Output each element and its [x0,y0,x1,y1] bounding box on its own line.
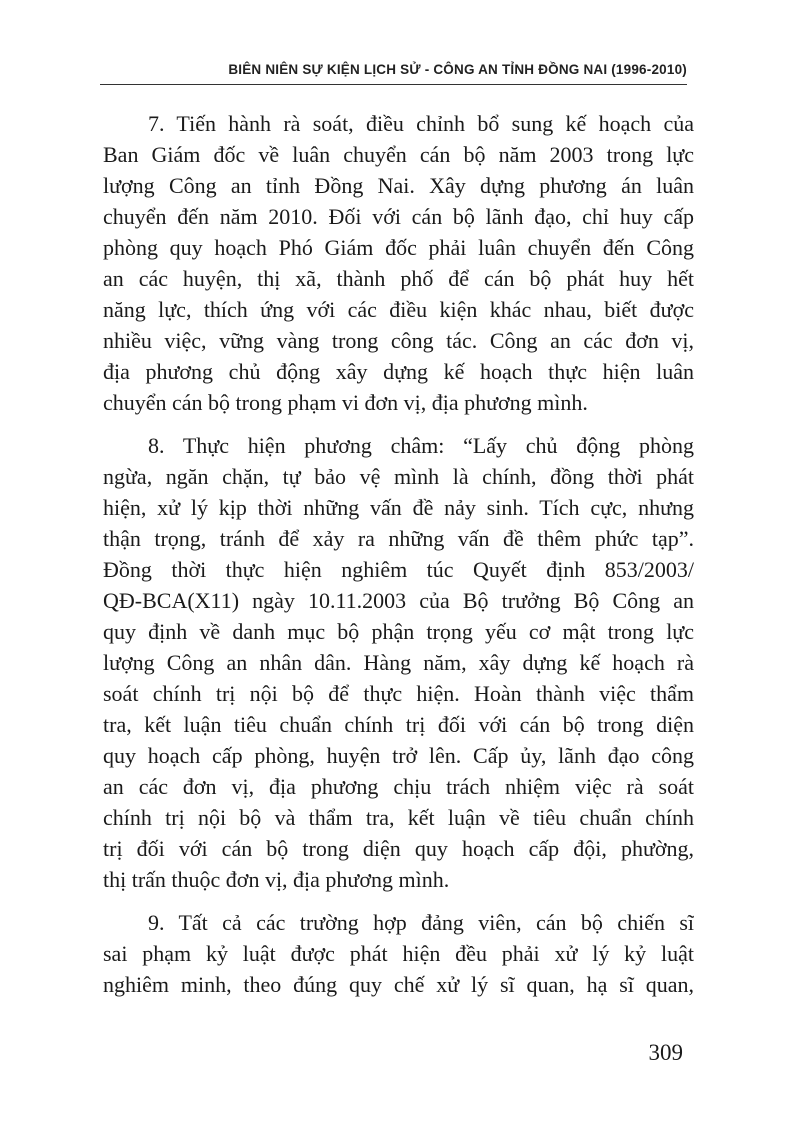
text-line: năng lực, thích ứng với các điều kiện khác nhau, biết được [103,297,694,322]
text-line: quy định về danh mục bộ phận trọng yếu cơ mật trong lực [103,619,694,644]
text-line: ngừa, ngăn chặn, tự bảo vệ mình là chính, đồng thời phát [103,464,694,489]
header-rule [100,84,687,85]
text-line: trị đối với cán bộ trong diện quy hoạch cấp đội, phường, [103,836,694,861]
text-line: thị trấn thuộc đơn vị, địa phương mình. [103,867,450,892]
text-line: 9. Tất cả các trường hợp đảng viên, cán bộ chiến sĩ [148,910,694,935]
text-line: chuyển cán bộ trong phạm vi đơn vị, địa phương mình. [103,390,588,415]
text-line: Đồng thời thực hiện nghiêm túc Quyết định 853/2003/ [103,557,694,582]
text-line: địa phương chủ động xây dựng kế hoạch thực hiện luân [103,359,694,384]
text-line: lượng Công an nhân dân. Hàng năm, xây dựng kế hoạch rà [103,650,694,675]
text-line: thận trọng, tránh để xảy ra những vấn đề thêm phức tạp”. [103,526,694,551]
running-header: BIÊN NIÊN SỰ KIỆN LỊCH SỬ - CÔNG AN TỈNH ĐỒNG NAI (1996-2010) [228,62,687,77]
text-line: 7. Tiến hành rà soát, điều chỉnh bổ sung kế hoạch của [148,111,694,136]
text-line: an các huyện, thị xã, thành phố để cán bộ phát huy hết [103,266,694,291]
text-line: 8. Thực hiện phương châm: “Lấy chủ động phòng [148,433,694,458]
text-line: nhiều việc, vững vàng trong công tác. Công an các đơn vị, [103,328,694,353]
text-line: tra, kết luận tiêu chuẩn chính trị đối với cán bộ trong diện [103,712,694,737]
text-line: an các đơn vị, địa phương chịu trách nhiệm việc rà soát [103,774,694,799]
text-line: quy hoạch cấp phòng, huyện trở lên. Cấp ủy, lãnh đạo công [103,743,694,768]
text-line: nghiêm minh, theo đúng quy chế xử lý sĩ quan, hạ sĩ quan, [103,972,694,997]
text-line: lượng Công an tỉnh Đồng Nai. Xây dựng phương án luân [103,173,694,198]
text-line: soát chính trị nội bộ để thực hiện. Hoàn thành việc thẩm [103,681,694,706]
text-line: QĐ-BCA(X11) ngày 10.11.2003 của Bộ trưởng Bộ Công an [103,588,694,613]
body-text [103,108,694,1012]
page-number: 309 [648,1040,683,1065]
paragraph-8 [103,430,694,895]
paragraph-7 [103,108,694,418]
text-line: phòng quy hoạch Phó Giám đốc phải luân chuyển đến Công [103,235,694,260]
paragraph-9 [103,907,694,1000]
text-line: chính trị nội bộ và thẩm tra, kết luận về tiêu chuẩn chính [103,805,694,830]
text-line: chuyển đến năm 2010. Đối với cán bộ lãnh đạo, chỉ huy cấp [103,204,694,229]
text-line: hiện, xử lý kịp thời những vấn đề nảy sinh. Tích cực, nhưng [103,495,694,520]
text-line: sai phạm kỷ luật được phát hiện đều phải xử lý kỷ luật [103,941,694,966]
text-line: Ban Giám đốc về luân chuyển cán bộ năm 2003 trong lực [103,142,694,167]
